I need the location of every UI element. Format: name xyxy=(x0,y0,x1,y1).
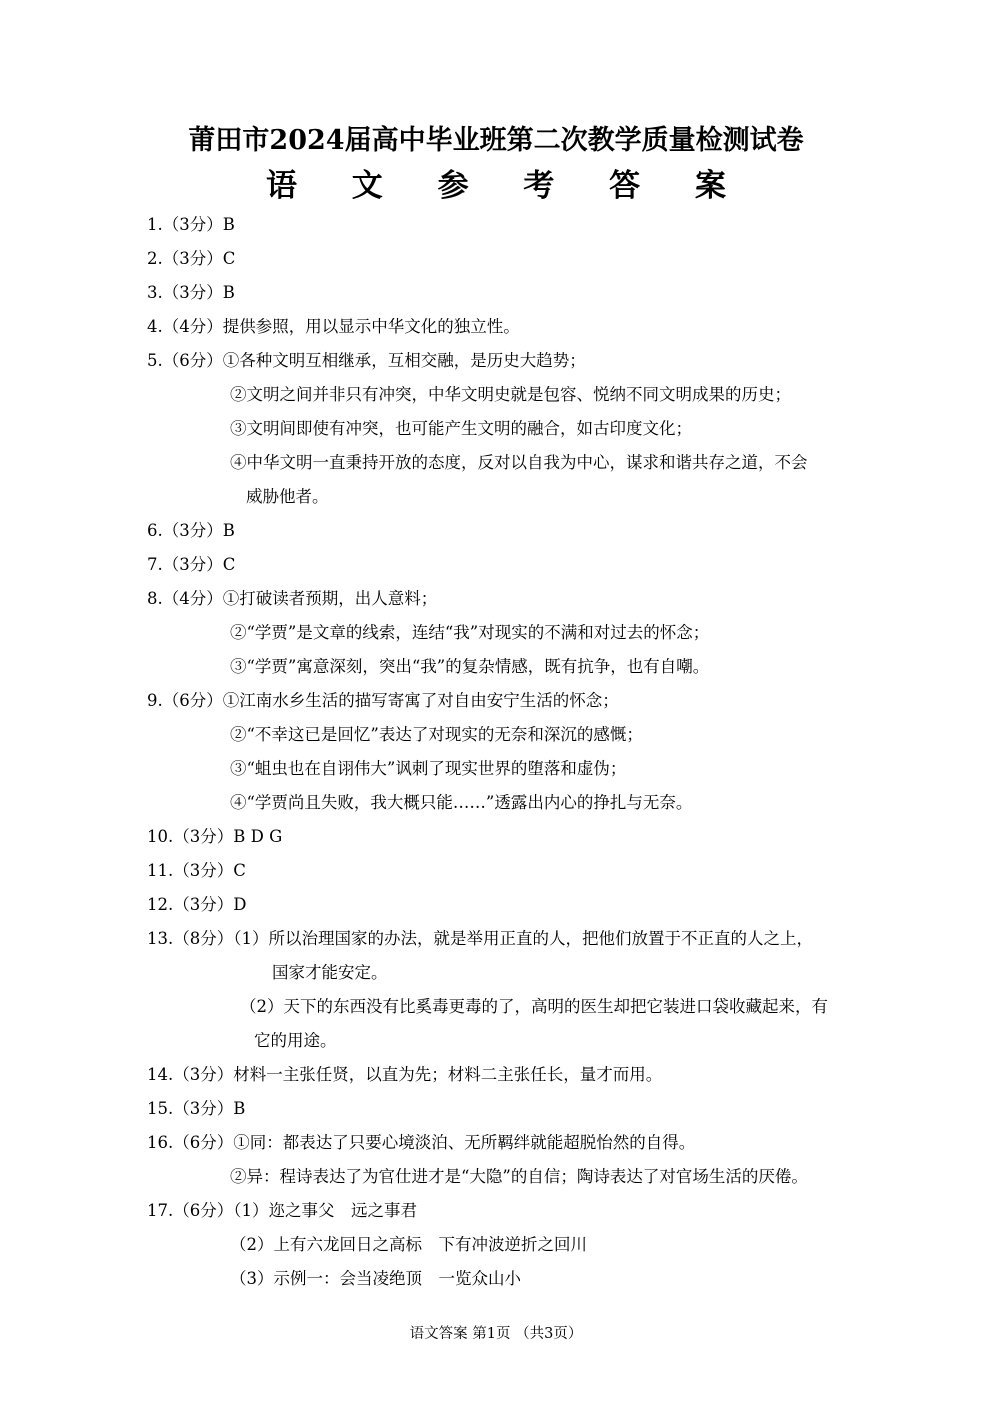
question-number: 11. xyxy=(147,861,174,880)
answer-continuation xyxy=(230,418,692,440)
answer-text: （1）迩之事父 远之事君 xyxy=(233,1201,417,1220)
question-points: （6分） xyxy=(162,351,223,370)
answer-continuation xyxy=(230,1166,808,1188)
answer-text: B xyxy=(222,215,235,234)
answer-continuation xyxy=(230,452,808,474)
question-number: 3. xyxy=(147,283,163,302)
answer-item xyxy=(147,316,520,338)
answer-item xyxy=(147,520,235,542)
answer-continuation xyxy=(230,384,791,406)
answer-item xyxy=(147,248,235,270)
answer-continuation xyxy=(246,486,329,508)
answer-text: ④中华文明一直秉持开放的态度，反对以自我为中心，谋求和谐共存之道，不会 xyxy=(230,453,808,472)
answer-item xyxy=(147,214,235,236)
answer-text: B xyxy=(222,521,235,540)
answer-continuation xyxy=(230,656,709,678)
question-points: （3分） xyxy=(173,1065,234,1084)
question-number: 1. xyxy=(147,215,163,234)
answer-item xyxy=(147,350,586,372)
answer-continuation xyxy=(230,622,709,644)
answer-text: ①江南水乡生活的描写寄寓了对自由安宁生活的怀念； xyxy=(222,691,619,710)
question-number: 14. xyxy=(147,1065,174,1084)
answer-text: ②“学贾”是文章的线索，连结“我”对现实的不满和对过去的怀念； xyxy=(230,623,710,642)
question-points: （3分） xyxy=(162,249,223,268)
answer-text: ③“学贾”寓意深刻，突出“我”的复杂情感，既有抗争，也有自嘲。 xyxy=(230,657,710,676)
answer-continuation xyxy=(230,1268,521,1290)
answer-item xyxy=(147,1132,695,1154)
answer-text: （2）天下的东西没有比奚毒更毒的了，高明的医生却把它装进口袋收藏起来，有 xyxy=(240,997,828,1016)
question-number: 2. xyxy=(147,249,163,268)
question-points: （3分） xyxy=(162,521,223,540)
question-points: （8分） xyxy=(173,929,234,948)
question-number: 12. xyxy=(147,895,174,914)
answer-text: ①各种文明互相继承，互相交融，是历史大趋势； xyxy=(222,351,586,370)
question-points: （3分） xyxy=(173,895,234,914)
question-points: （3分） xyxy=(162,215,223,234)
answer-text: C xyxy=(233,861,246,880)
question-points: （6分） xyxy=(162,691,223,710)
answer-item xyxy=(147,826,282,848)
answer-text: ①同：都表达了只要心境淡泊、无所羁绊就能超脱怡然的自得。 xyxy=(233,1133,696,1152)
answer-text: ②文明之间并非只有冲突，中华文明史就是包容、悦纳不同文明成果的历史； xyxy=(230,385,791,404)
answer-continuation xyxy=(230,792,692,814)
answer-item xyxy=(147,1098,245,1120)
answer-item xyxy=(147,588,437,610)
question-points: （3分） xyxy=(162,555,223,574)
answer-text: 国家才能安定。 xyxy=(272,963,388,982)
question-number: 15. xyxy=(147,1099,174,1118)
question-number: 17. xyxy=(147,1201,174,1220)
answer-text: 威胁他者。 xyxy=(246,487,329,506)
answer-text: B xyxy=(233,1099,246,1118)
answer-text: B D G xyxy=(233,827,283,846)
question-number: 10. xyxy=(147,827,174,846)
question-points: （6分） xyxy=(173,1133,234,1152)
question-points: （3分） xyxy=(173,1099,234,1118)
answer-item xyxy=(147,894,246,916)
page-footer: 语文答案 第1页 （共3页） xyxy=(409,1326,583,1342)
question-number: 16. xyxy=(147,1133,174,1152)
answer-item xyxy=(147,554,235,576)
answer-text: 它的用途。 xyxy=(254,1031,337,1050)
answer-continuation xyxy=(230,1234,587,1256)
answer-text: 提供参照，用以显示中华文化的独立性。 xyxy=(222,317,520,336)
answer-continuation xyxy=(230,758,626,780)
answer-text: ③文明间即使有冲突，也可能产生文明的融合，如古印度文化； xyxy=(230,419,692,438)
question-number: 9. xyxy=(147,691,163,710)
answer-text: C xyxy=(222,249,236,268)
answer-text: （1）所以治理国家的办法，就是举用正直的人，把他们放置于不正直的人之上， xyxy=(233,929,813,948)
page-subtitle: 语 文 参 考 答 案 xyxy=(266,168,748,204)
question-number: 7. xyxy=(147,555,163,574)
page-title: 莆田市2024届高中毕业班第二次教学质量检测试卷 xyxy=(188,125,804,156)
answer-continuation xyxy=(254,1030,337,1052)
answer-item xyxy=(147,690,619,712)
answer-continuation xyxy=(230,724,643,746)
answer-text: ②“不幸这已是回忆”表达了对现实的无奈和深沉的感慨； xyxy=(230,725,643,744)
question-number: 4. xyxy=(147,317,163,336)
answer-continuation xyxy=(240,996,828,1018)
answer-text: B xyxy=(222,283,235,302)
answer-item xyxy=(147,1064,662,1086)
answer-text: C xyxy=(222,555,236,574)
answer-item xyxy=(147,860,246,882)
question-number: 5. xyxy=(147,351,163,370)
question-points: （3分） xyxy=(173,861,234,880)
question-points: （3分） xyxy=(173,827,234,846)
question-points: （3分） xyxy=(162,283,223,302)
question-number: 6. xyxy=(147,521,163,540)
question-points: （4分） xyxy=(162,317,223,336)
answer-continuation xyxy=(272,962,388,984)
answer-text: （2）上有六龙回日之高标 下有冲波逆折之回川 xyxy=(230,1235,587,1254)
answer-text: ④“学贾尚且失败，我大概只能……”透露出内心的挣扎与无奈。 xyxy=(230,793,693,812)
answer-text: ①打破读者预期，出人意料； xyxy=(222,589,438,608)
answer-text: ③“蛆虫也在自诩伟大”讽刺了现实世界的堕落和虚伪； xyxy=(230,759,627,778)
question-points: （6分） xyxy=(173,1201,234,1220)
answer-text: （3）示例一：会当凌绝顶 一览众山小 xyxy=(230,1269,521,1288)
answer-item xyxy=(147,282,235,304)
answer-item xyxy=(147,1200,417,1222)
answer-text: 材料一主张任贤，以直为先；材料二主张任长，量才而用。 xyxy=(233,1065,663,1084)
answer-text: D xyxy=(233,895,247,914)
answer-text: ②异：程诗表达了为官仕进才是“大隐”的自信；陶诗表达了对官场生活的厌倦。 xyxy=(230,1167,808,1186)
answer-item xyxy=(147,928,813,950)
question-number: 13. xyxy=(147,929,174,948)
question-points: （4分） xyxy=(162,589,223,608)
question-number: 8. xyxy=(147,589,163,608)
